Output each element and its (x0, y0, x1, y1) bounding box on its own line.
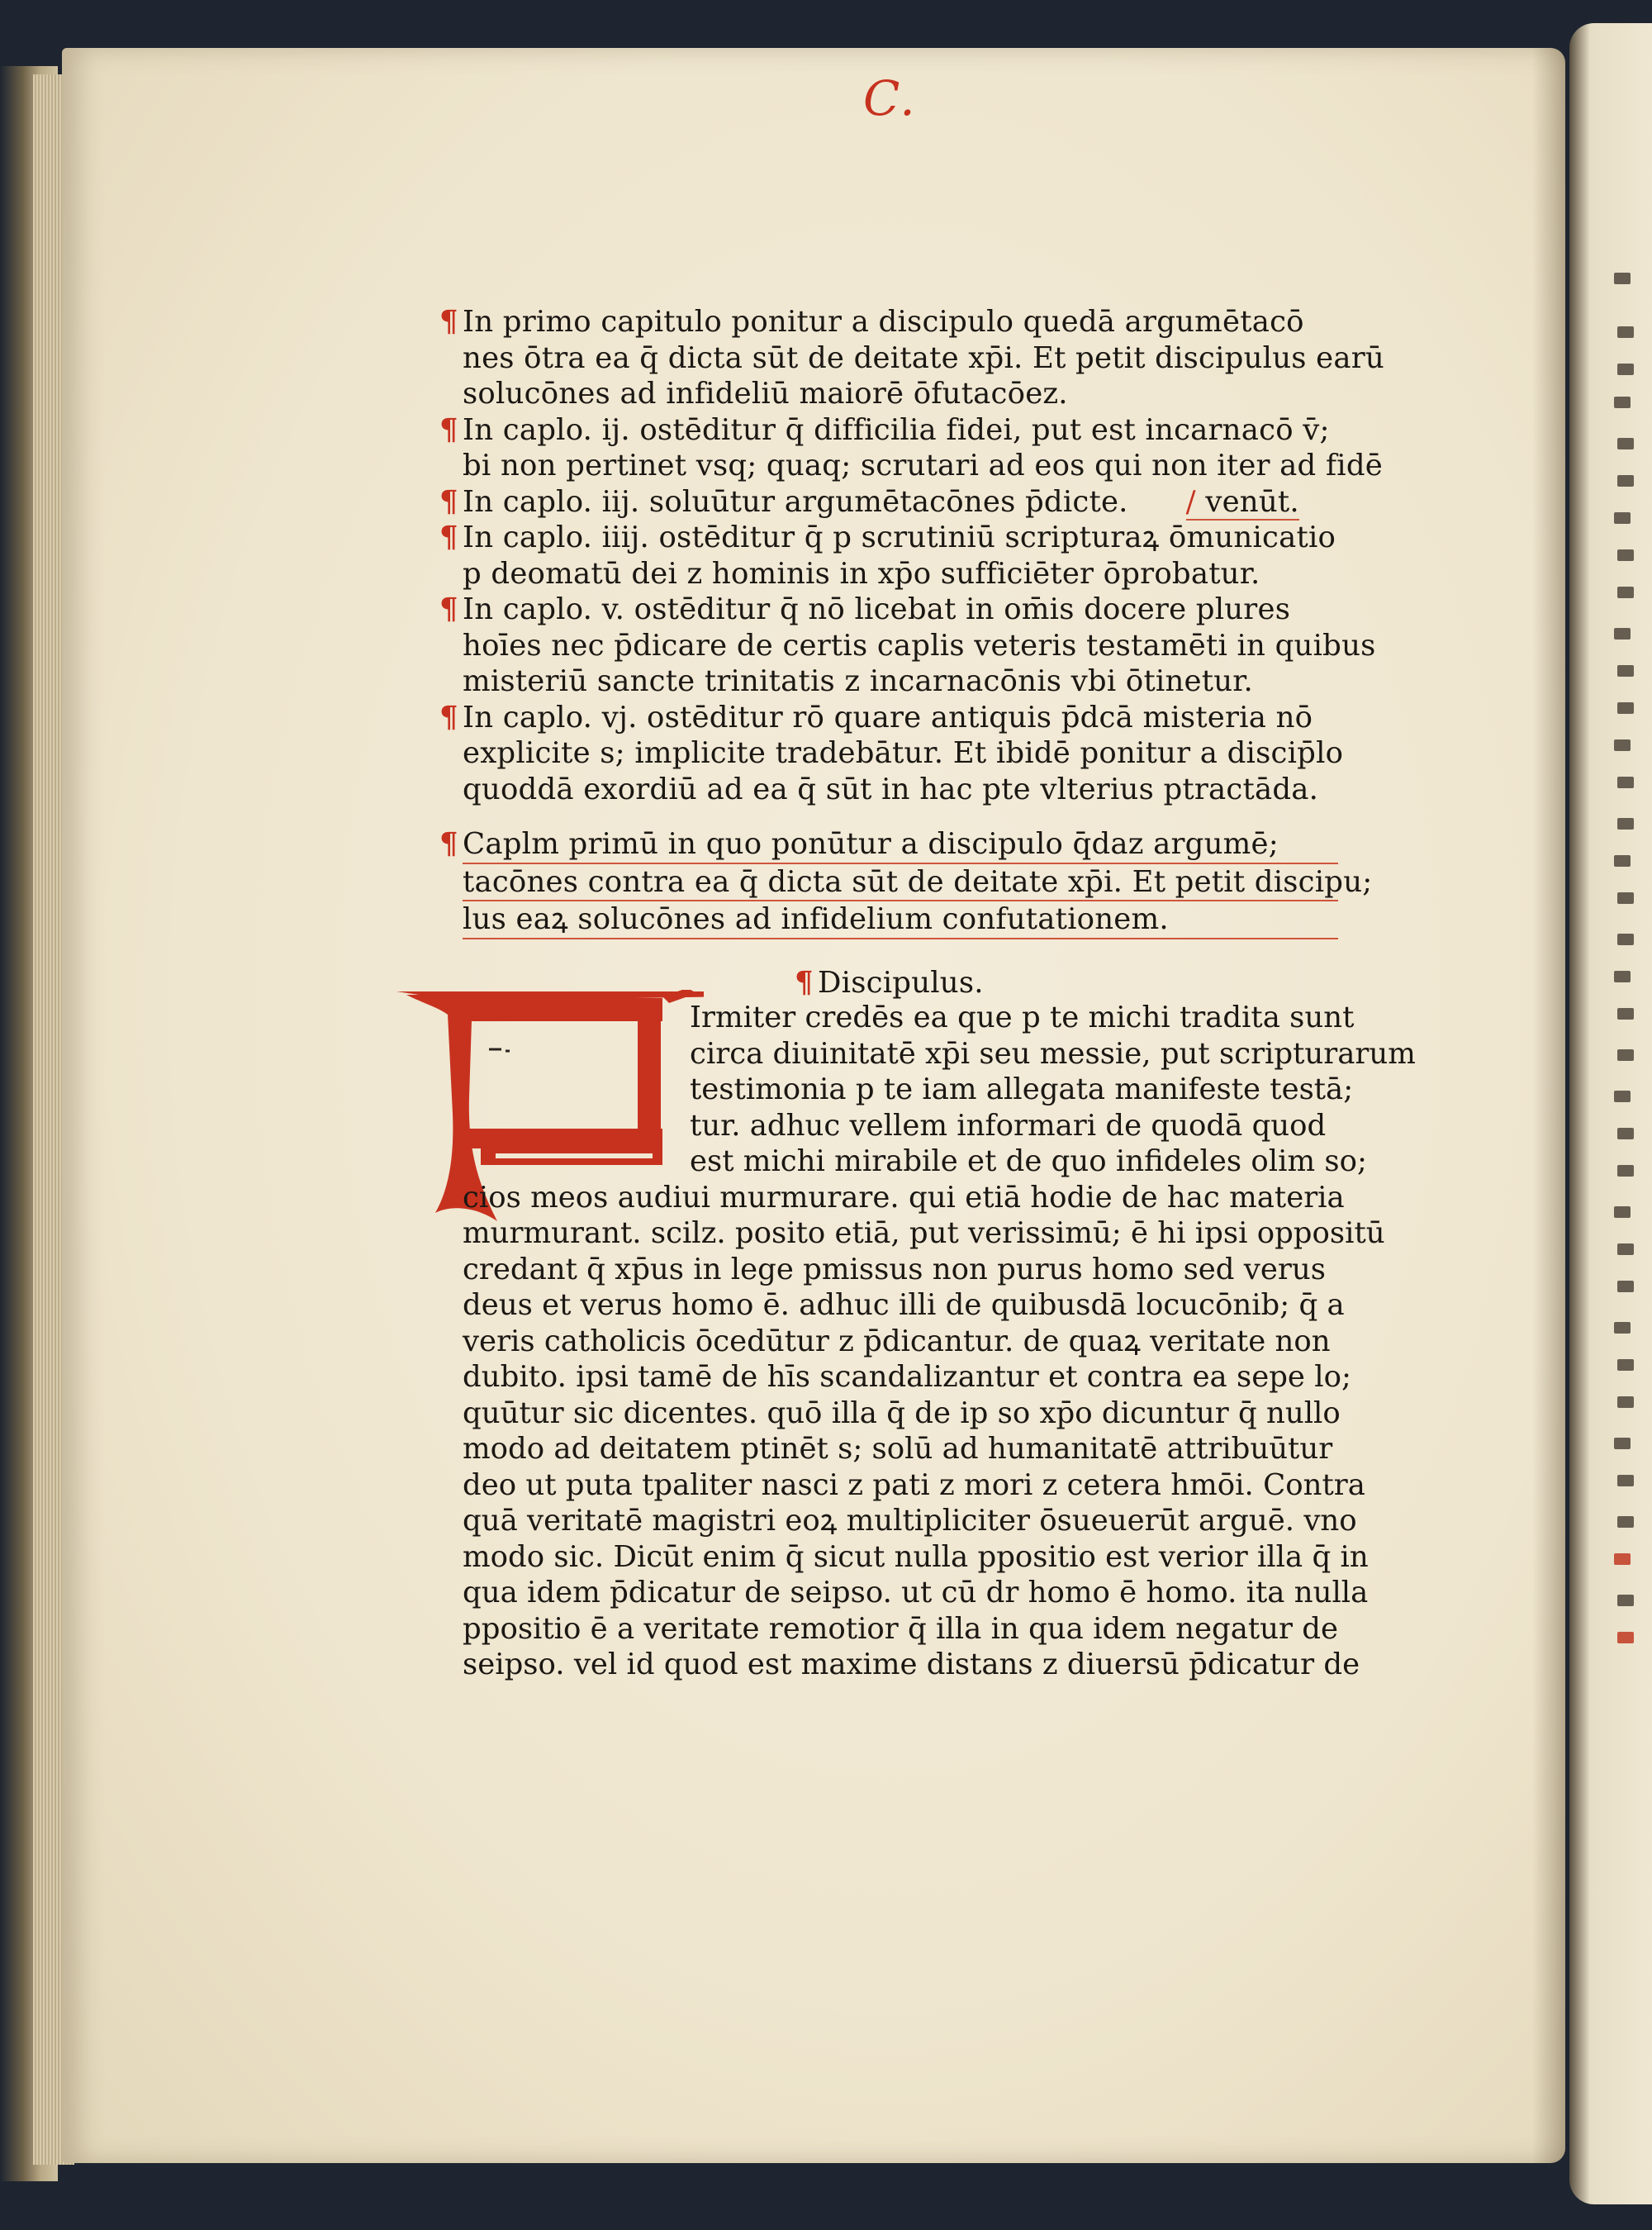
bleed-mark (1617, 364, 1634, 375)
bleed-mark (1614, 1322, 1631, 1334)
speaker-label: ¶ Discipulus. (795, 966, 984, 1000)
bleed-mark (1617, 1008, 1634, 1020)
summary-line: ¶ In caplo. vj. ostēditur rō quare antiquis p̄dcā misteria nō (439, 700, 1313, 735)
body-line: dubito. ipsi tamē de hīs scandalizantur et contra ea sepe lo; (463, 1360, 1351, 1394)
bleed-mark (1617, 475, 1634, 487)
body-line: quā veritatē magistri eoꝝ multipliciter ōsueuerūt arguē. vno (463, 1504, 1357, 1538)
bleed-mark (1614, 397, 1631, 408)
bleed-mark (1617, 1632, 1634, 1643)
body-line: cios meos audiui murmurare. qui etiā hodie de hac materia (463, 1180, 1345, 1215)
next-page-edge (1569, 23, 1652, 2204)
bleed-mark (1617, 1049, 1634, 1061)
bleed-mark (1617, 1359, 1634, 1371)
body-line: modo sic. Dicūt enim q̄ sicut nulla ppositio est verior illa q̄ in (463, 1539, 1369, 1574)
bleed-mark (1617, 1516, 1634, 1528)
bleed-mark (1617, 438, 1634, 449)
body-line: quūtur sic dicentes. quō illa q̄ de ip so xp̄o dicuntur q̄ nullo (463, 1396, 1341, 1430)
summary-line: p deomatū dei z hominis in xp̄o sufficiēter ōprobatur. (463, 556, 1260, 591)
body-line: deo ut puta tpaliter nasci z pati z mori z cetera hmōi. Contra (463, 1467, 1365, 1502)
body-line: est michi mirabile et de quo infideles olim so; (690, 1144, 1367, 1178)
summary-line: nes ōtra ea q̄ dicta sūt de deitate xp̄i. Et petit discipulus earū (463, 340, 1384, 375)
paragraph-mark-icon: ¶ (795, 966, 814, 1000)
summary-line: explicite s; implicite tradebātur. Et ibidē ponitur a discip̄lo (463, 736, 1344, 770)
bleed-mark (1614, 273, 1631, 284)
bleed-mark (1614, 1091, 1631, 1102)
bleed-mark (1614, 855, 1631, 867)
summary-line: ¶ In primo capitulo ponitur a discipulo quedā argumētacō (439, 305, 1304, 339)
bleed-mark (1614, 628, 1631, 640)
bleed-mark (1614, 1206, 1631, 1218)
body-line: deus et verus homo ē. adhuc illi de quibusdā locucōnib; q̄ a (463, 1288, 1345, 1322)
body-line: ppositio ē a veritate remotior q̄ illa in qua idem negatur de (463, 1611, 1339, 1646)
summary-line: misteriū sancte trinitatis z incarnacōnis vbi ōtinetur. (463, 664, 1254, 698)
summary-line: ¶ In caplo. v. ostēditur q̄ nō licebat in om̄is docere plures (439, 592, 1291, 626)
paragraph-mark-icon: ¶ (439, 521, 458, 554)
paragraph-mark-icon: ¶ (439, 484, 458, 519)
summary-line: solucōnes ad infideliū maiorē ōfutacōez. (463, 377, 1068, 411)
heading-line: tacōnes contra ea q̄ dicta sūt de deitate xp̄i. Et petit discipu; (463, 864, 1338, 902)
bleed-mark (1614, 1438, 1631, 1449)
bleed-mark (1614, 1553, 1631, 1565)
summary-line: ¶ In caplo. ij. ostēditur q̄ difficilia fidei, put est incarnacō v̄; (439, 412, 1330, 447)
bleed-mark (1617, 665, 1634, 677)
bleed-mark (1614, 739, 1631, 751)
body-text (463, 1000, 1416, 1683)
body-line: Irmiter credēs ea que p te michi tradita sunt (690, 1001, 1355, 1034)
summary-line: quoddā exordiū ad ea q̄ sūt in hac pte vlterius ptractāda. (463, 772, 1319, 806)
bleed-mark (1617, 934, 1634, 945)
body-line: tur. adhuc vellem informari de quodā quod (690, 1108, 1327, 1143)
bleed-mark (1617, 587, 1634, 598)
bleed-mark (1617, 1128, 1634, 1139)
summary-line: hoīes nec p̄dicare de certis caplis veteris testamēti in quibus (463, 628, 1376, 663)
body-line: veris catholicis ōcedūtur z p̄dicantur. de quaꝝ veritate non (463, 1324, 1331, 1358)
page-gutter (1532, 48, 1565, 2163)
marginal-note: / venūt. (1185, 484, 1299, 519)
paragraph-mark-icon: ¶ (439, 412, 458, 447)
heading-line: ¶ Caplm primū in quo ponūtur a discipulo q̄daz argumē; (463, 826, 1338, 864)
bleed-mark (1617, 1595, 1634, 1606)
summary-line: bi non pertinet vsq; quaq; scrutari ad eos qui non iter ad fidē (463, 449, 1383, 483)
body-line: modo ad deitatem ptinēt s; solū ad humanitatē attribuūtur (463, 1432, 1333, 1466)
folio-mark: C. (863, 70, 917, 126)
paragraph-mark-icon: ¶ (439, 592, 458, 626)
bleed-mark (1617, 326, 1634, 338)
bleed-mark (1614, 512, 1631, 524)
body-line: credant q̄ xp̄us in lege pmissus non purus homo sed verus (463, 1252, 1326, 1286)
bleed-mark (1617, 777, 1634, 788)
body-line: testimonia p te iam allegata manifeste testā; (690, 1072, 1354, 1106)
chapter-summary (439, 304, 1384, 807)
bleed-mark (1617, 549, 1634, 561)
bleed-mark (1617, 1165, 1634, 1177)
bleed-mark (1617, 702, 1634, 714)
paragraph-mark-icon: ¶ (439, 700, 458, 735)
bleed-mark (1617, 892, 1634, 904)
bleed-mark (1617, 1243, 1634, 1255)
bleed-mark (1617, 1281, 1634, 1292)
bleed-mark (1617, 1396, 1634, 1408)
body-line: murmurant. scilz. posito etiā, put verissimū; ē hi ipsi oppositū (463, 1216, 1385, 1250)
summary-line: ¶ In caplo. iij. soluūtur argumētacōnes p̄dicte. / venūt. (439, 484, 1299, 519)
paragraph-mark-icon: ¶ (439, 305, 458, 339)
summary-line: ¶ In caplo. iiij. ostēditur q̄ p scrutiniū scripturaꝝ ōmunicatio (439, 521, 1336, 554)
bleed-mark (1617, 1475, 1634, 1486)
body-line: seipso. vel id quod est maxime distans z diuersū p̄dicatur de (463, 1648, 1360, 1681)
chapter-heading (439, 826, 1373, 939)
heading-line: lus eaꝝ solucōnes ad infidelium confutationem. (463, 901, 1338, 939)
bleed-mark (1617, 818, 1634, 830)
body-line: circa diuinitatē xp̄i seu messie, put scripturarum (690, 1036, 1416, 1071)
body-line: qua idem p̄dicatur de seipso. ut cū dr homo ē homo. ita nulla (463, 1576, 1369, 1609)
paragraph-mark-icon: ¶ (439, 827, 458, 861)
bleed-mark (1614, 971, 1631, 982)
